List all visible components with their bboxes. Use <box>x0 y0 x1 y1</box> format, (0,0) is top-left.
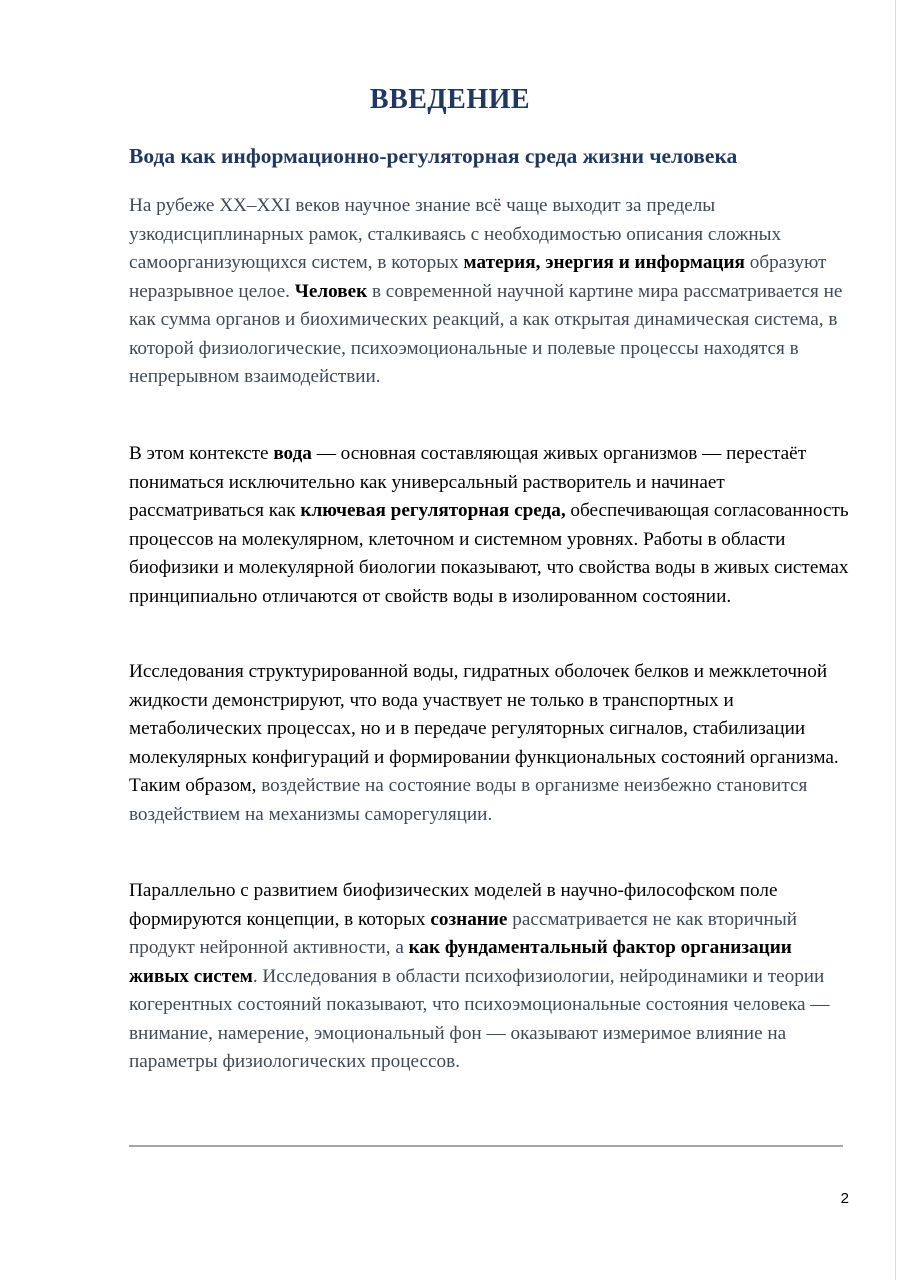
paragraph-3-run: воздействие на состояние воды в организме неизбежно становится воздействием на механизмы саморегуляции. <box>129 775 808 825</box>
paragraph-3 <box>129 658 849 829</box>
paragraph-3-run: Исследования структурированной воды, гидратных оболочек белков и межклеточной жидкости демонстрируют, что вода участвует не только в транспортных и метаболических процессах, но и в передаче регуляторных сигналов, стабилизации молекулярных конфигураций и формировании функциональных состояний организма. Таким образом, <box>129 661 839 796</box>
paragraph-1 <box>129 192 849 392</box>
paragraph-4-bold-run: как фундаментальный фактор организации живых систем <box>129 937 792 987</box>
paragraph-2-run: — основная составляющая живых организмов — перестаёт пониматься исключительно как универсальный растворитель и начинает рассматриваться как <box>129 443 807 521</box>
paragraph-4-run: рассматривается не как вторичный продукт нейронной активности, а <box>129 908 797 958</box>
paragraph-4-run: . Исследования в области психофизиологии, нейродинамики и теории когерентных состояний показывают, что психоэмоциональные состояния человека — внимание, намерение, эмоциональный фон — оказывают измеримое влияние на параметры физиологических процессов. <box>129 965 830 1072</box>
paragraph-1-bold-run: материя, энергия и информация <box>463 252 745 273</box>
page-title: ВВЕДЕНИЕ <box>369 84 531 115</box>
paragraph-2-bold-run: вода <box>273 443 312 464</box>
paragraph-1-run: в современной научной картине мира рассматривается не как сумма органов и биохимических реакций, а как открытая динамическая система, в которой физиологические, психоэмоциональные и полевые процессы находятся в непрерывном взаимодействии. <box>129 280 843 387</box>
page-number: 2 <box>840 1190 849 1207</box>
paragraph-2 <box>129 440 849 611</box>
paragraph-4-run: Параллельно с развитием биофизических моделей в научно-философском поле формируются концепции, в которых <box>129 880 778 930</box>
paragraph-2-bold-run: ключевая регуляторная среда, <box>300 500 566 521</box>
footer-divider <box>129 1145 843 1147</box>
paragraph-2-run: обеспечивающая согласованность процессов на молекулярном, клеточном и системном уровнях. Работы в области биофизики и молекулярной биологии показывают, что свойства воды в живых системах принципиально отличаются от свойств воды в изолированном состоянии. <box>129 500 849 607</box>
section-subtitle: Вода как информационно-регуляторная среда жизни человека <box>129 144 738 168</box>
paragraph-4-bold-run: сознание <box>430 908 508 930</box>
paragraph-2-run: В этом контексте <box>129 443 274 464</box>
paragraph-4 <box>129 877 849 1077</box>
paragraph-1-bold-run: Человек <box>294 280 368 302</box>
paragraph-1-run: образуют неразрывное целое. <box>129 252 827 302</box>
page-edge-line <box>895 0 896 1280</box>
paragraph-1-run: На рубеже XX–XXI веков научное знание всё чаще выходит за пределы узкодисциплинарных рамок, сталкиваясь с необходимостью описания сложных самоорганизующихся систем, в которых <box>129 195 782 273</box>
